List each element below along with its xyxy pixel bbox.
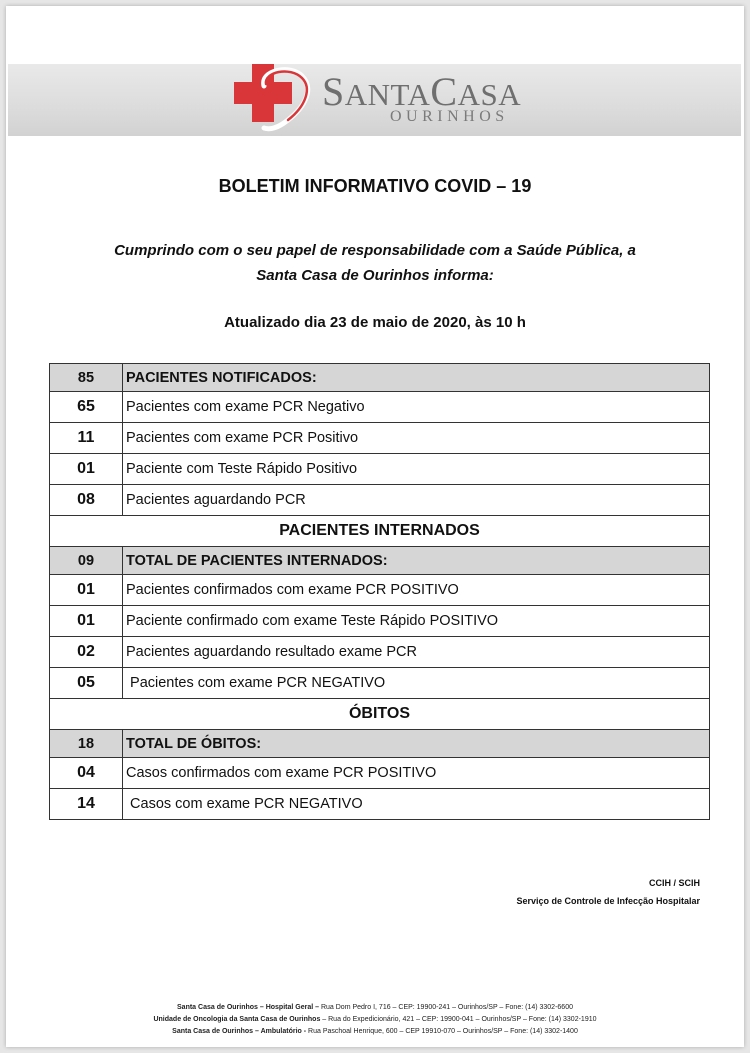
footer-unit-name: Santa Casa de Ourinhos – Hospital Geral – bbox=[177, 1004, 321, 1011]
row-label: Paciente confirmado com exame Teste Rápido POSITIVO bbox=[123, 606, 710, 637]
intro-line-1: Cumprindo com o seu papel de responsabilidade com a Saúde Pública, a bbox=[114, 242, 636, 259]
intro-text bbox=[6, 238, 744, 288]
row-value: 02 bbox=[50, 637, 123, 668]
footer-unit-name: Unidade de Oncologia da Santa Casa de Ourinhos bbox=[153, 1016, 323, 1023]
row-value: 04 bbox=[50, 758, 123, 789]
deaths-total-label: TOTAL DE ÓBITOS: bbox=[123, 730, 710, 758]
deaths-total-value: 18 bbox=[50, 730, 123, 758]
table-row bbox=[50, 758, 710, 789]
row-label: Casos com exame PCR NEGATIVO bbox=[123, 789, 710, 820]
row-label: Pacientes com exame PCR Negativo bbox=[123, 392, 710, 423]
row-value: 01 bbox=[50, 606, 123, 637]
row-value: 65 bbox=[50, 392, 123, 423]
footer-line bbox=[6, 1002, 744, 1014]
footer-address: – Rua do Expedicionário, 421 – CEP: 19900-041 – Ourinhos/SP – Fone: (14) 3302-1910 bbox=[322, 1016, 597, 1023]
table-row bbox=[50, 392, 710, 423]
table-header-row bbox=[50, 730, 710, 758]
section-heading-obitos: ÓBITOS bbox=[50, 699, 710, 730]
row-value: 01 bbox=[50, 454, 123, 485]
notified-total-label: PACIENTES NOTIFICADOS: bbox=[123, 364, 710, 392]
footer-line bbox=[6, 1014, 744, 1026]
covid-data-table bbox=[49, 363, 710, 820]
document-page bbox=[6, 6, 744, 1047]
section-heading-row bbox=[50, 516, 710, 547]
row-label: Pacientes com exame PCR NEGATIVO bbox=[123, 668, 710, 699]
internados-total-value: 09 bbox=[50, 547, 123, 575]
table-row bbox=[50, 575, 710, 606]
notified-total-value: 85 bbox=[50, 364, 123, 392]
brand-logotype bbox=[322, 69, 522, 125]
signature-line-2: Serviço de Controle de Infecção Hospitalar bbox=[516, 896, 700, 906]
row-label: Paciente com Teste Rápido Positivo bbox=[123, 454, 710, 485]
brand-name: SANTACASA bbox=[322, 69, 522, 114]
row-label: Pacientes com exame PCR Positivo bbox=[123, 423, 710, 454]
updated-date: Atualizado dia 23 de maio de 2020, às 10 h bbox=[224, 314, 526, 331]
internados-total-label: TOTAL DE PACIENTES INTERNADOS: bbox=[123, 547, 710, 575]
footer-line bbox=[6, 1026, 744, 1038]
bulletin-title: BOLETIM INFORMATIVO COVID – 19 bbox=[218, 176, 532, 196]
section-heading-row bbox=[50, 699, 710, 730]
table-row bbox=[50, 668, 710, 699]
signature-line-1: CCIH / SCIH bbox=[648, 878, 700, 888]
row-value: 08 bbox=[50, 485, 123, 516]
table-row bbox=[50, 423, 710, 454]
footer-address: Rua Dom Pedro I, 716 – CEP: 19900-241 – Ourinhos/SP – Fone: (14) 3302-6600 bbox=[320, 1004, 573, 1011]
row-value: 11 bbox=[50, 423, 123, 454]
santa-casa-cross-heart-logo-icon bbox=[230, 62, 320, 132]
table-row bbox=[50, 454, 710, 485]
table-row bbox=[50, 606, 710, 637]
table-row bbox=[50, 485, 710, 516]
table-row bbox=[50, 789, 710, 820]
row-label: Pacientes aguardando resultado exame PCR bbox=[123, 637, 710, 668]
footer-unit-name: Santa Casa de Ourinhos – Ambulatório - bbox=[172, 1028, 309, 1035]
footer-addresses bbox=[6, 1002, 744, 1038]
row-label: Casos confirmados com exame PCR POSITIVO bbox=[123, 758, 710, 789]
section-heading-internados: PACIENTES INTERNADOS bbox=[50, 516, 710, 547]
row-label: Pacientes confirmados com exame PCR POSITIVO bbox=[123, 575, 710, 606]
table-header-row bbox=[50, 547, 710, 575]
signature-block bbox=[516, 874, 700, 910]
table-header-row bbox=[50, 364, 710, 392]
row-value: 05 bbox=[50, 668, 123, 699]
footer-address: Rua Paschoal Henrique, 600 – CEP 19910-070 – Ourinhos/SP – Fone: (14) 3302-1400 bbox=[308, 1028, 578, 1035]
brand-subtitle: OURINHOS bbox=[390, 108, 509, 125]
intro-line-2: Santa Casa de Ourinhos informa: bbox=[256, 267, 494, 284]
row-value: 14 bbox=[50, 789, 123, 820]
row-value: 01 bbox=[50, 575, 123, 606]
row-label: Pacientes aguardando PCR bbox=[123, 485, 710, 516]
table-row bbox=[50, 637, 710, 668]
